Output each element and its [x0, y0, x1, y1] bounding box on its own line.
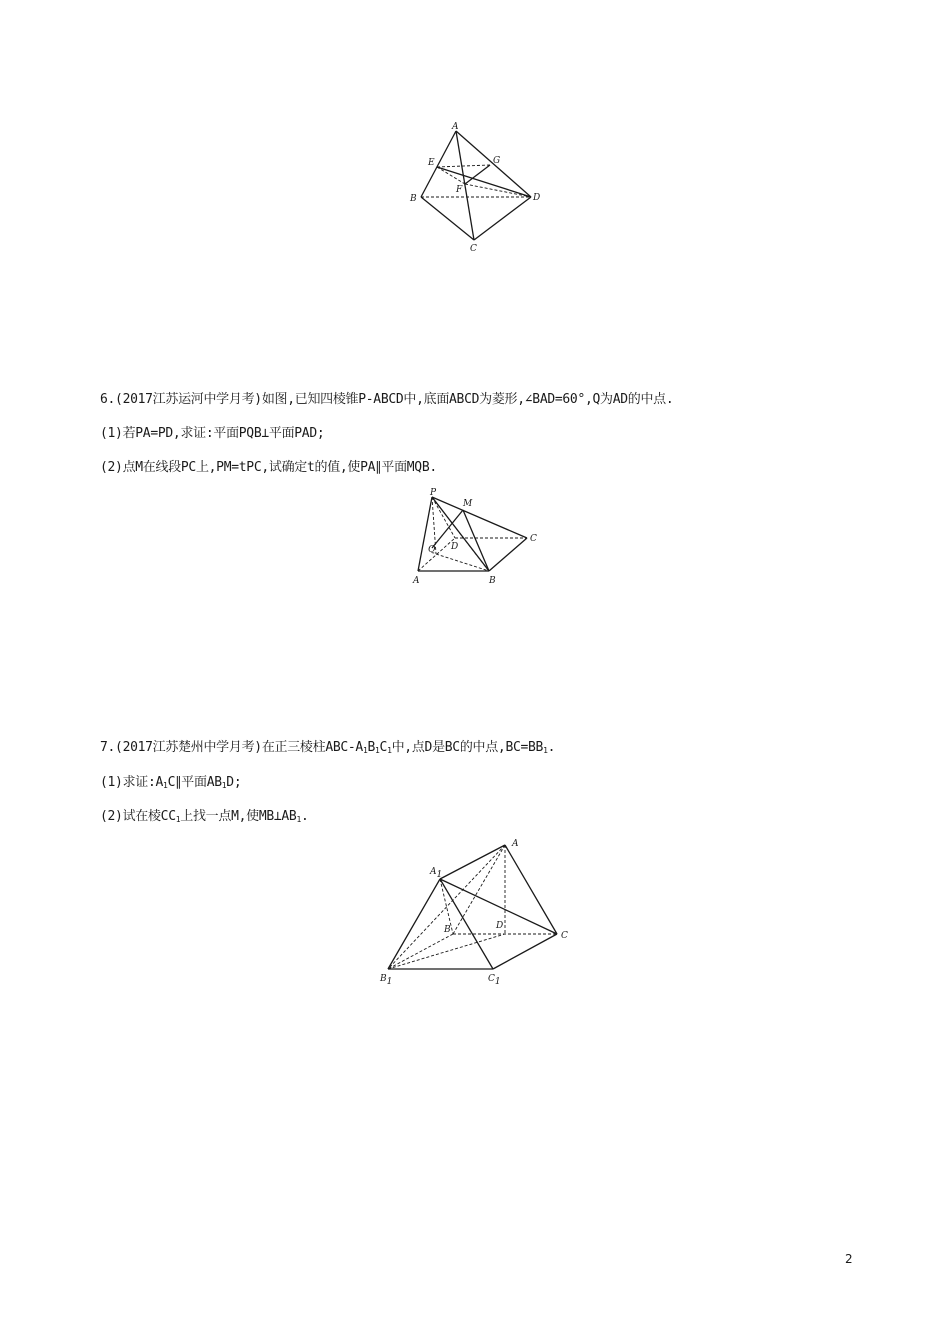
problem-6-part-2: (2)点M在线段PC上,PM=tPC,试确定t的值,使PA∥平面MQB. [100, 460, 437, 475]
label-q: Q [428, 545, 436, 555]
figure-3-dashed-edges [388, 845, 557, 969]
figure-prism [375, 832, 585, 992]
label-a1: A1 [430, 867, 443, 880]
label-d: D [496, 921, 504, 931]
label-m: M [463, 499, 473, 509]
label-a: A [512, 839, 519, 849]
label-c: C [470, 244, 477, 254]
figure-3-solid-edges [388, 845, 557, 969]
label-c1: C1 [488, 974, 501, 987]
problem-6-stem: 6.(2017江苏运河中学月考)如图,已知四棱锥P-ABCD中,底面ABCD为菱形,∠BAD=60°,Q为AD的中点. [100, 392, 674, 407]
label-e: E [428, 158, 435, 168]
label-b: B [489, 576, 496, 586]
figure-pyramid [408, 485, 548, 590]
figure-tetrahedron [400, 115, 550, 260]
problem-7-part-1: (1)求证$:A_1C\parallel$平面$AB_1D$; [100, 775, 242, 790]
label-g: G [493, 156, 501, 166]
label-a: A [413, 576, 420, 586]
figure-2-dashed-edges [418, 497, 527, 571]
label-c: C [530, 534, 537, 544]
label-d: D [451, 542, 459, 552]
problem-7-part-2: (2)试在棱$CC_1$上找一点M,使$MB\perp AB_1$. [100, 809, 309, 824]
label-b: B [444, 925, 451, 935]
problem-7-stem: 7.(2017江苏楚州中学月考)在正三棱柱ABC-$A_1B_1C_1$中,点D是BC的中点$,BC=BB_1$. [100, 740, 556, 755]
label-b: B [410, 194, 417, 204]
label-p: P [430, 488, 437, 498]
page-number: 2 [845, 1252, 853, 1266]
label-d: D [533, 193, 541, 203]
figure-1-solid-edges [421, 131, 531, 240]
label-c: C [561, 931, 568, 941]
label-a: A [452, 122, 459, 132]
label-f: F [456, 185, 463, 195]
problem-6-part-1: (1)若PA=PD,求证:平面PQB⊥平面PAD; [100, 426, 325, 441]
label-b1: B1 [380, 974, 393, 987]
